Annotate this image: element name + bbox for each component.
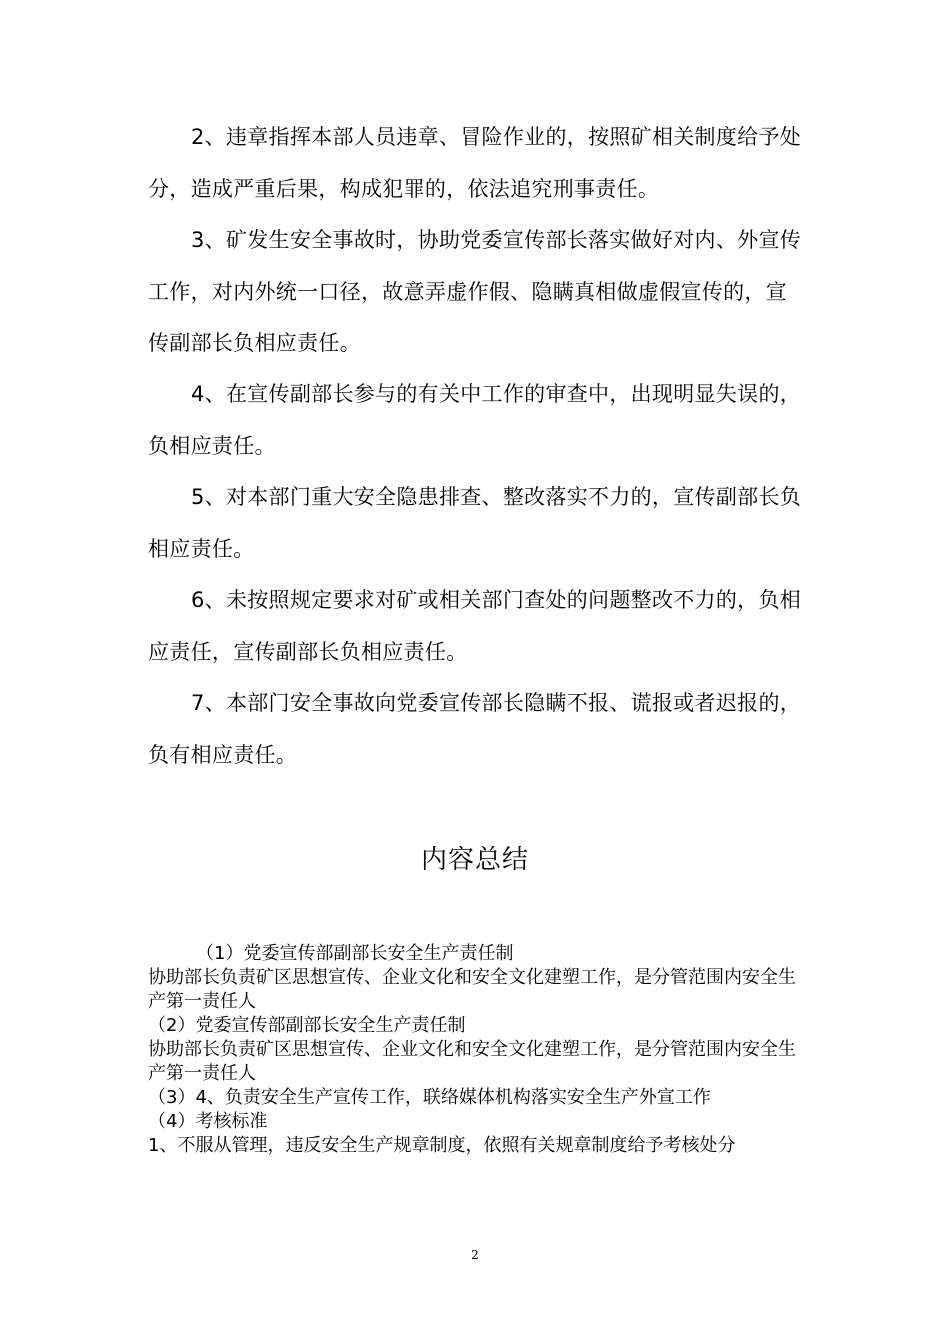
paragraph-item-4: 4、在宣传副部长参与的有关中工作的审查中，出现明显失误的，负相应责任。 (148, 382, 802, 458)
paragraph-item-7: 7、本部门安全事故向党委宣传部长隐瞒不报、谎报或者迟报的，负有相应责任。 (148, 691, 802, 767)
page-number: 2 (471, 1248, 479, 1262)
paragraph-item-3: 3、矿发生安全事故时，协助党委宣传部长落实做好对内、外宣传工作，对内外统一口径，故意弄虚作假、隐瞒真相做虚假宣传的，宣传副部长负相应责任。 (148, 228, 802, 355)
summary-line: （3）4、负责安全生产宣传工作，联络媒体机构落实安全生产外宣工作 (148, 1087, 711, 1108)
summary-line: 1、不服从管理，违反安全生产规章制度，依照有关规章制度给予考核处分 (148, 1135, 736, 1156)
paragraph-item-2: 2、违章指挥本部人员违章、冒险作业的，按照矿相关制度给予处分，造成严重后果，构成犯罪的，依法追究刑事责任。 (148, 125, 802, 201)
summary-line: （4）考核标准 (148, 1111, 268, 1132)
summary-line: 协助部长负责矿区思想宣传、企业文化和安全文化建塑工作，是分管范围内安全生产第一责任人 (148, 1039, 796, 1084)
paragraph-item-6: 6、未按照规定要求对矿或相关部门查处的问题整改不力的，负相应责任，宣传副部长负相应责任。 (148, 588, 802, 664)
summary-line: （2）党委宣传部副部长安全生产责任制 (148, 1015, 466, 1036)
summary-body (148, 942, 808, 1158)
summary-line: 协助部长负责矿区思想宣传、企业文化和安全文化建塑工作，是分管范围内安全生产第一责任人 (148, 967, 796, 1012)
paragraph-item-5: 5、对本部门重大安全隐患排查、整改落实不力的，宣传副部长负相应责任。 (148, 485, 802, 561)
summary-title: 内容总结 (420, 845, 529, 875)
summary-line: （1）党委宣传部副部长安全生产责任制 (196, 943, 514, 964)
